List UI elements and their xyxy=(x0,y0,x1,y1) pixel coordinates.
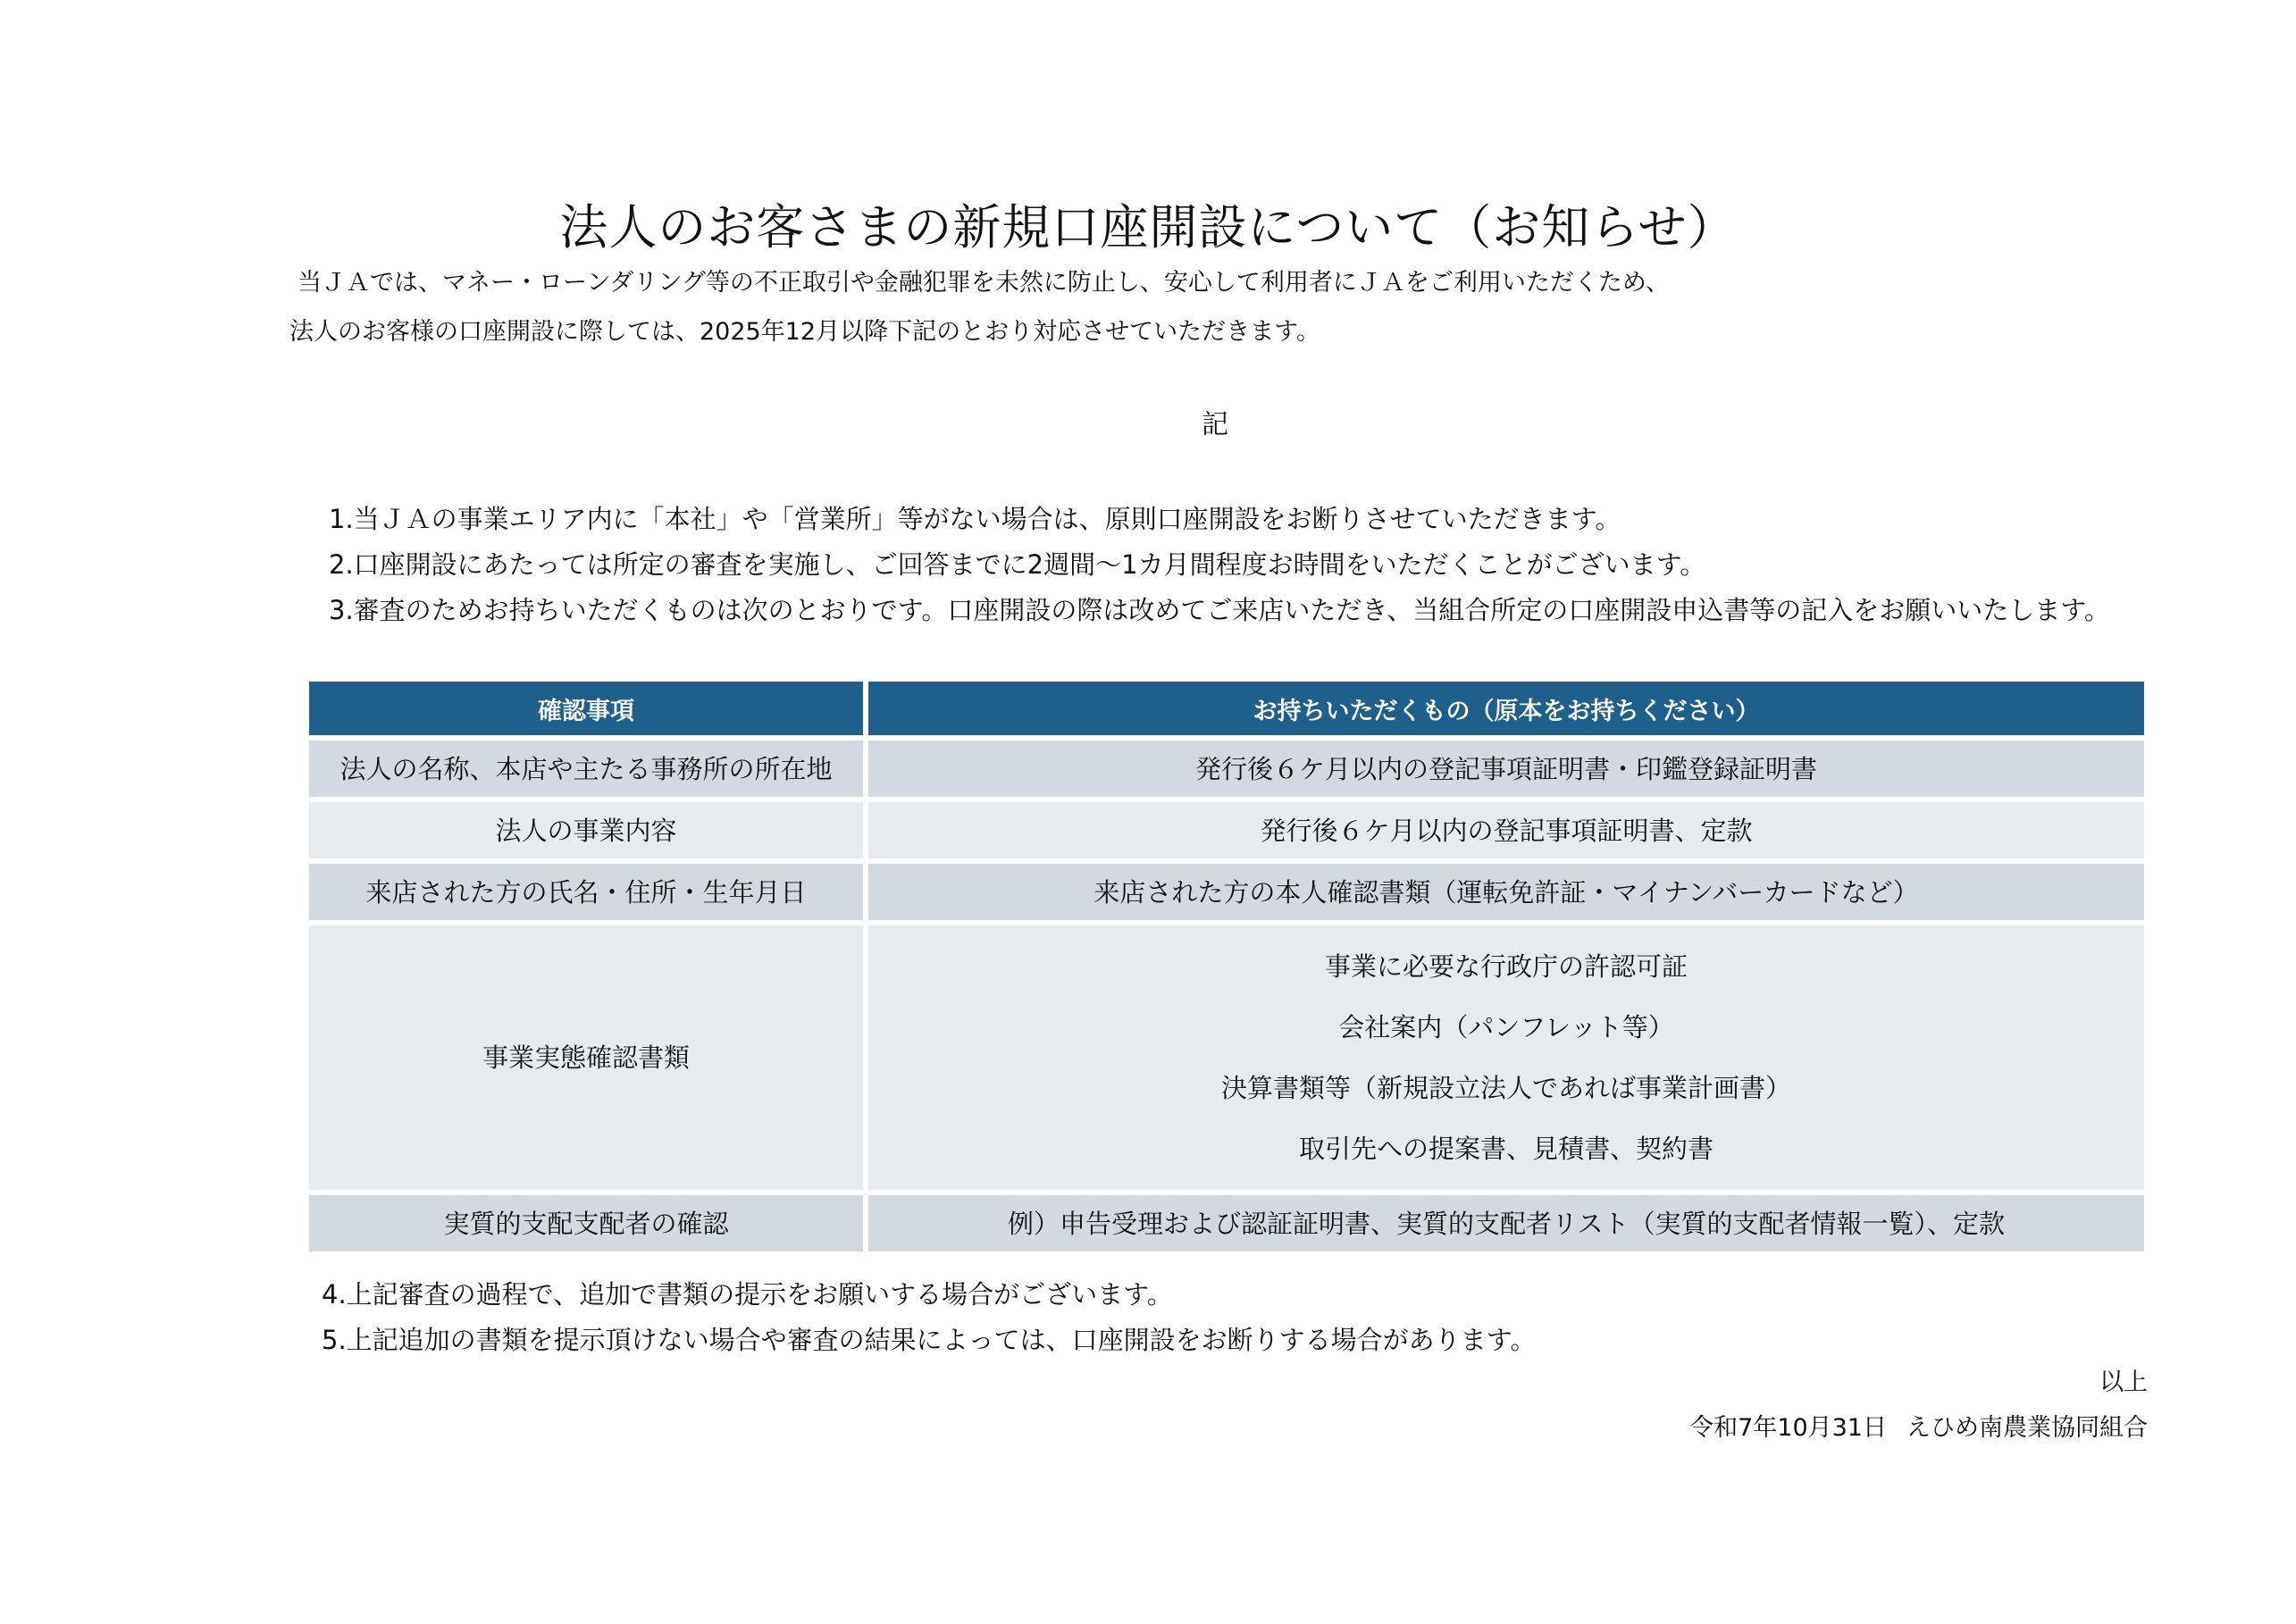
check-item-cell: 来店された方の氏名・住所・生年月日 xyxy=(309,864,863,920)
documents-cell xyxy=(868,925,2144,1190)
list-item: 2.口座開設にあたっては所定の審査を実施し、ご回答までに2週間～1カ月間程度お時間をいただくことがございます。 xyxy=(329,549,1706,580)
document-line: 取引先への提案書、見積書、契約書 xyxy=(1298,1134,1714,1164)
table-row xyxy=(309,802,2144,858)
check-item-cell: 事業実態確認書類 xyxy=(309,925,863,1190)
documents-cell: 来店された方の本人確認書類（運転免許証・マイナンバーカードなど） xyxy=(868,864,2144,920)
check-item-cell: 実質的支配支配者の確認 xyxy=(309,1195,863,1251)
table-header-row xyxy=(309,682,2144,735)
footer-organization: えひめ南農業協同組合 xyxy=(1906,1414,2148,1442)
document-line: 決算書類等（新規設立法人であれば事業計画書） xyxy=(1220,1073,1791,1103)
footer xyxy=(1689,1411,2148,1446)
page-title: 法人のお客さまの新規口座開設について（お知らせ） xyxy=(559,199,1737,255)
list-item: 4.上記審査の過程で、追加で書類の提示をお願いする場合がございます。 xyxy=(322,1279,1173,1310)
list-item: 1.当ＪＡの事業エリア内に「本社」や「営業所」等がない場合は、原則口座開設をお断りさせていただきます。 xyxy=(329,504,1621,534)
documents-cell: 発行後６ケ月以内の登記事項証明書・印鑑登録証明書 xyxy=(868,741,2144,797)
list-item: 3.審査のためお持ちいただくものは次のとおりです。口座開設の際は改めてご来店いただき、当組合所定の口座開設申込書等の記入をお願いいたします。 xyxy=(329,595,2110,625)
requirements-table xyxy=(304,676,2149,1257)
documents-cell: 例）申告受理および認証証明書、実質的支配者リスト（実質的支配者情報一覧）、定款 xyxy=(868,1195,2144,1251)
column-header-check-item: 確認事項 xyxy=(309,682,863,735)
closing-mark: 以上 xyxy=(2099,1369,2148,1396)
table-row xyxy=(309,925,2144,1190)
ki-heading: 記 xyxy=(1202,409,1228,440)
document-line: 会社案内（パンフレット等） xyxy=(1338,1012,1674,1042)
intro-line-2: 法人のお客様の口座開設に際しては、2025年12月以降下記のとおり対応させていただきます。 xyxy=(289,318,1320,346)
documents-cell: 発行後６ケ月以内の登記事項証明書、定款 xyxy=(868,802,2144,858)
table-row xyxy=(309,1195,2144,1251)
footer-date: 令和7年10月31日 xyxy=(1689,1414,1887,1442)
table-row xyxy=(309,864,2144,920)
column-header-documents: お持ちいただくもの（原本をお持ちください） xyxy=(868,682,2144,735)
check-item-cell: 法人の名称、本店や主たる事務所の所在地 xyxy=(309,741,863,797)
document-line: 事業に必要な行政庁の許認可証 xyxy=(1324,951,1688,982)
list-item: 5.上記追加の書類を提示頂けない場合や審査の結果によっては、口座開設をお断りする場合があります。 xyxy=(322,1325,1537,1355)
intro-line-1: 当ＪＡでは、マネー・ローンダリング等の不正取引や金融犯罪を未然に防止し、安心して利用者にＪＡをご利用いただくため、 xyxy=(297,269,1670,297)
table-row xyxy=(309,741,2144,797)
check-item-cell: 法人の事業内容 xyxy=(309,802,863,858)
